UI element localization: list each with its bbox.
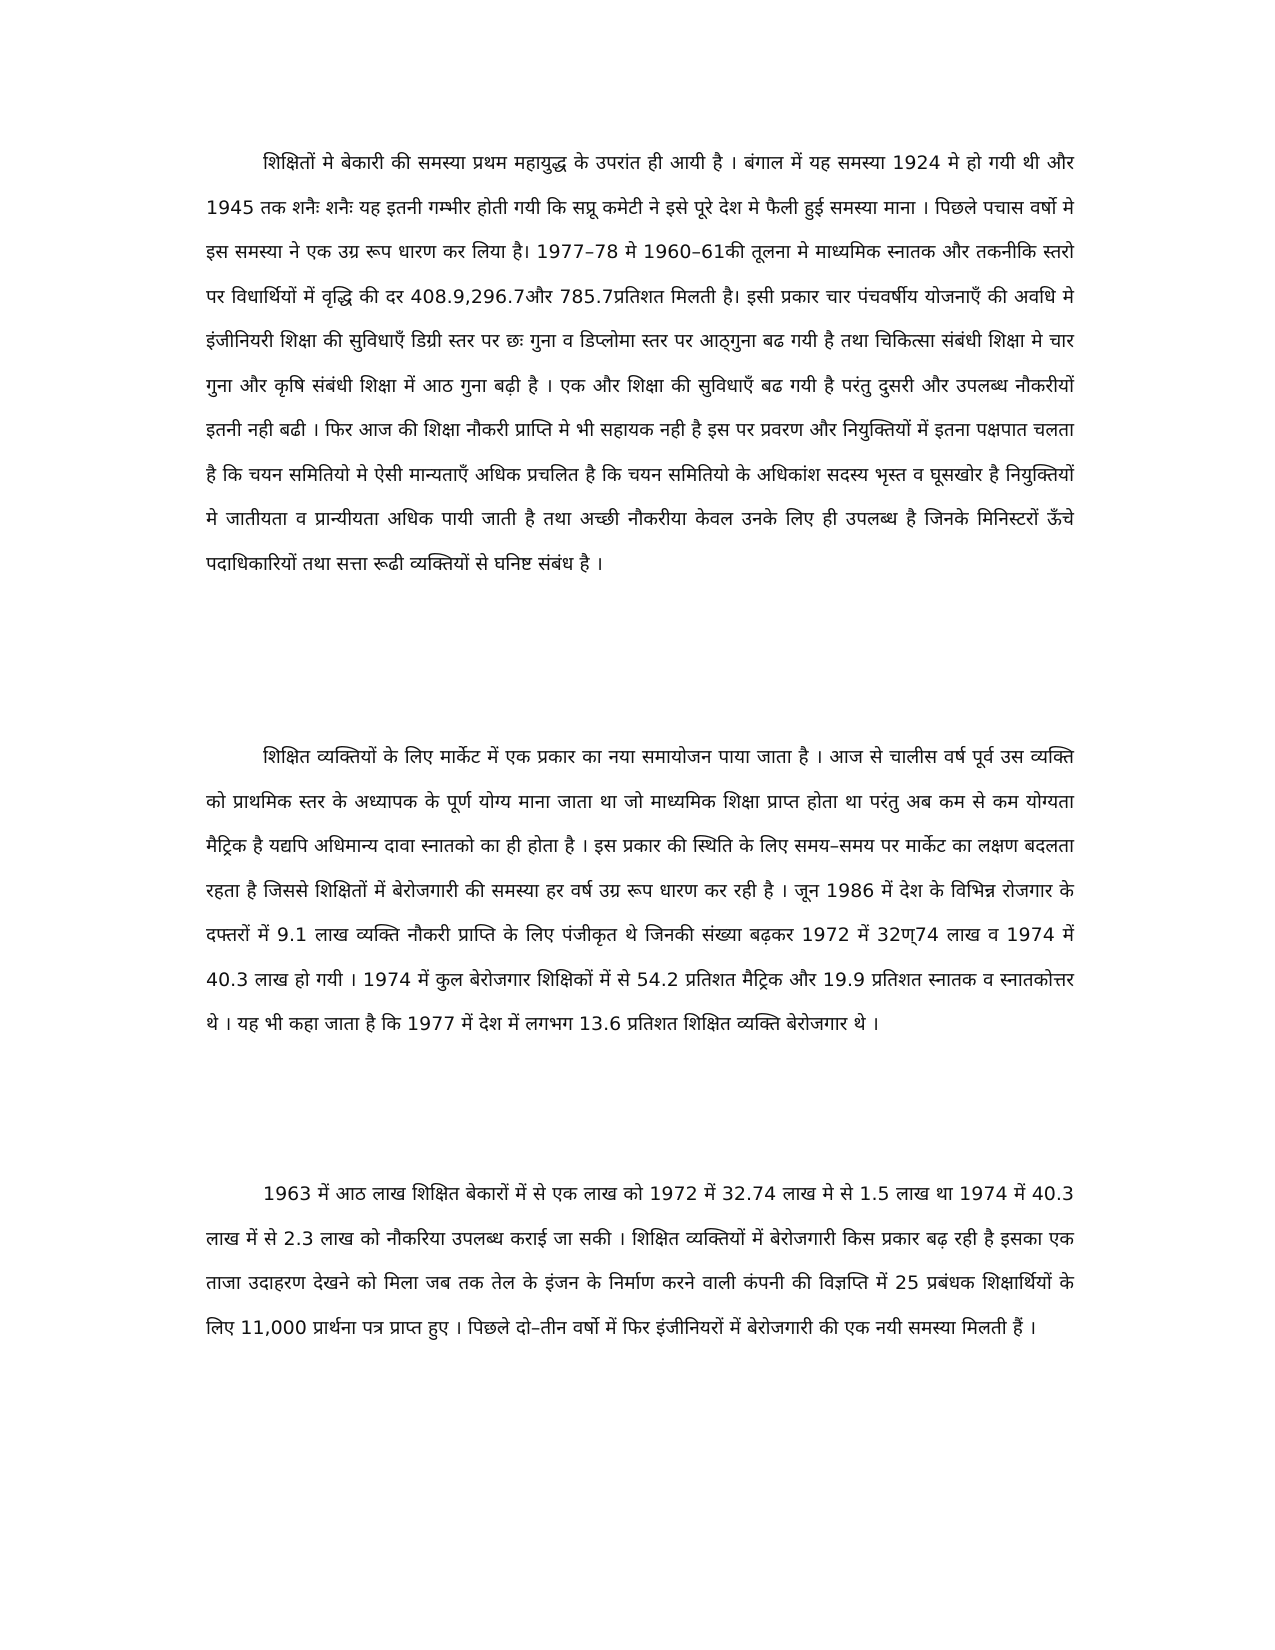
paragraph: शिक्षित व्यक्तियों के लिए मार्केट में एक प्रकार का नया समायोजन पाया जाता है । आज से चालीस वर्ष पूर्व उस व्यक्ति को प्राथमिक स्तर के अध्यापक के पूर्ण योग्य माना जाता था जो माध्यमिक शिक्षा प्राप्त होता था परंतु अब कम से कम योग्यता मैट्रिक है यद्यपि अधिमान्य दावा स्नातको का ही होता है । इस प्रकार की स्थिति के लिए समय–समय पर मार्केट का लक्षण बदलता रहता है जिससे शिक्षितों में बेरोजगारी की समस्या हर वर्ष उग्र रूप धारण कर रही है । जून 1986 में देश के विभिन्न रोजगार के दफ्तरों में 9.1 लाख व्यक्ति नौकरी प्राप्ति के लिए पंजीकृत थे जिनकी संख्या बढ़कर 1972 में 32ण्74 लाख व 1974 में 40.3 लाख हो गयी । 1974 में कुल बेरोजगार शिक्षिकों में से 54.2 प्रतिशत मैट्रिक और 19.9 प्रतिशत स्नातक व स्नातकोत्तर थे । यह भी कहा जाता है कि 1977 में देश में लगभग 13.6 प्रतिशत शिक्षित व्यक्ति बेरोजगार थे । xyxy=(206,746,1074,1035)
paragraph: 1963 में आठ लाख शिक्षित बेकारों में से एक लाख को 1972 में 32.74 लाख मे से 1.5 लाख था 1974 में 40.3 लाख में से 2.3 लाख को नौकरिया उपलब्ध कराई जा सकी । शिक्षित व्यक्तियों में बेरोजगारी किस प्रकार बढ़ रही है इसका एक ताजा उदाहरण देखने को मिला जब तक तेल के इंजन के निर्माण करने वाली कंपनी की विज्ञप्ति में 25 प्रबंधक शिक्षार्थियों के लिए 11,000 प्रार्थना पत्र प्राप्त हुए । पिछले दो–तीन वर्षो में फिर इंजीनियरों में बेरोजगारी की एक नयी समस्या मिलती हैं । xyxy=(206,1183,1074,1339)
paragraph: शिक्षितों मे बेकारी की समस्या प्रथम महायुद्ध के उपरांत ही आयी है । बंगाल में यह समस्या 1924 मे हो गयी थी और 1945 तक शनैः शनैः यह इतनी गम्भीर होती गयी कि सप्रू कमेटी ने इसे पूरे देश मे फैली हुई समस्या माना । पिछले पचास वर्षो मे इस समस्या ने एक उग्र रूप धारण कर लिया है। 1977–78 मे 1960–61की तूलना मे माध्यमिक स्नातक और तकनीकि स्तरो पर विधार्थियों में वृद्धि की दर 408.9,296.7और 785.7प्रतिशत मिलती है। इसी प्रकार चार पंचवर्षीय योजनाएँ की अवधि मे इंजीनियरी शिक्षा की सुविधाएँ डिग्री स्तर पर छः गुना व डिप्लोमा स्तर पर आठ्‍गुना बढ गयी है तथा चिकित्सा संबंधी शिक्षा मे चार गुना और कृषि संबंधी शिक्षा में आठ गुना बढ़ी है । एक और शिक्षा की सुविधाएँ बढ गयी है परंतु दुसरी और उपलब्ध नौकरीयों इतनी नही बढी । फिर आज की शिक्षा नौकरी प्राप्ति मे भी सहायक नही है इस पर प्रवरण और नियुक्तियों में इतना पक्षपात चलता है कि चयन समितियो मे ऐसी मान्यताएँ अधिक प्रचलित है कि चयन समितियो के अधिकांश सदस्य भृस्त व घूसखोर है नियुक्तियों मे जातीयता व प्रान्यीयता अधिक पायी जाती है तथा अच्छी नौकरीया केवल उनके लिए ही उपलब्ध है जिनके मिनिस्टरों ऊँचे पदाधिकारियों तथा सत्ता रूढी व्यक्तियों से घनिष्ट संबंध है । xyxy=(206,152,1074,575)
